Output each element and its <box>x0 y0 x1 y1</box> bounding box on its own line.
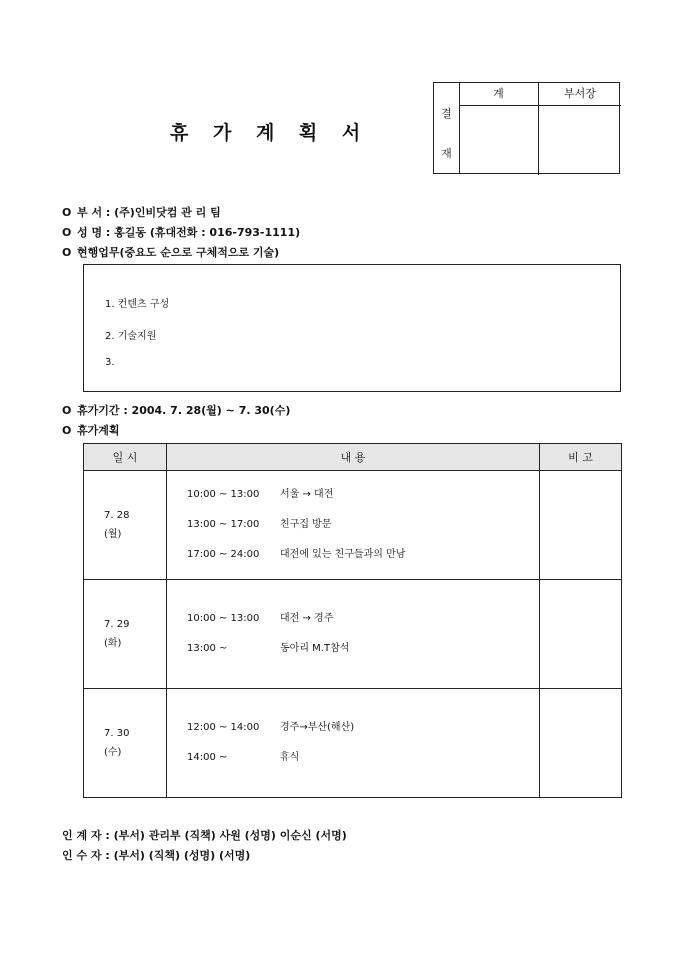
entry-activity: 서울 → 대전 <box>280 489 334 500</box>
entry-activity: 대전 → 경주 <box>280 613 334 624</box>
schedule-entry <box>167 634 539 664</box>
current-work-box <box>83 264 621 392</box>
content-cell <box>167 689 540 798</box>
bullet-mark: O <box>62 226 72 239</box>
header-date: 일 시 <box>84 444 167 471</box>
entry-activity: 경주→부산(해산) <box>280 722 355 733</box>
approval-label-bottom: 재 <box>441 147 452 160</box>
approval-label-column <box>434 83 460 173</box>
date-text: 7. 29 <box>104 619 130 630</box>
approval-col-staff: 계 <box>459 83 539 106</box>
entry-activity: 동아리 M.T참석 <box>280 643 350 654</box>
header-content: 내 용 <box>167 444 540 471</box>
entry-time: 10:00 ~ 13:00 <box>187 489 260 500</box>
weekday-text: (수) <box>104 747 122 758</box>
content-cell <box>167 580 540 689</box>
weekday-text: (화) <box>104 638 122 649</box>
bullet-mark: O <box>62 246 72 259</box>
vacation-period-line <box>62 402 290 418</box>
vacation-period-text: 휴가기간 : 2004. 7. 28(월) ~ 7. 30(수) <box>77 404 291 417</box>
name-line <box>62 224 300 240</box>
department-line <box>62 204 221 220</box>
bullet-mark: O <box>62 404 72 417</box>
department-text: 부 서 : (주)인비닷컴 관 리 팀 <box>77 206 221 219</box>
bullet-mark: O <box>62 206 72 219</box>
approval-col-manager: 부서장 <box>539 83 621 106</box>
schedule-entry <box>167 604 539 634</box>
entry-time: 17:00 ~ 24:00 <box>187 549 260 560</box>
table-row <box>84 471 622 580</box>
note-cell <box>540 689 622 798</box>
schedule-entry <box>167 510 539 540</box>
entry-activity: 휴식 <box>280 752 300 763</box>
work-item: 1. 컨텐츠 구성 <box>105 299 170 310</box>
bullet-mark: O <box>62 424 72 437</box>
date-cell <box>84 689 167 798</box>
handover-giver-line: 인 계 자 : (부서) 관리부 (직책) 사원 (성명) 이순신 (서명) <box>62 829 347 842</box>
entry-time: 13:00 ~ <box>187 643 228 654</box>
approval-divider <box>538 105 539 175</box>
handover-receiver-line: 인 수 자 : (부서) (직책) (성명) (서명) <box>62 849 251 862</box>
schedule-entry <box>167 713 539 743</box>
approval-label-top: 결 <box>441 107 452 120</box>
table-row <box>84 689 622 798</box>
date-cell <box>84 471 167 580</box>
approval-box <box>433 82 620 174</box>
schedule-entry <box>167 743 539 773</box>
note-cell <box>540 471 622 580</box>
date-text: 7. 30 <box>104 728 130 739</box>
schedule-entry <box>167 540 539 570</box>
header-note: 비 고 <box>540 444 622 471</box>
entry-activity: 친구집 방문 <box>280 519 332 530</box>
name-text: 성 명 : 홍길동 (휴대전화 : 016-793-1111) <box>77 226 301 239</box>
document-title: 휴 가 계 획 서 <box>170 122 370 144</box>
content-cell <box>167 471 540 580</box>
work-item: 3. <box>105 357 115 368</box>
entry-time: 10:00 ~ 13:00 <box>187 613 260 624</box>
vacation-plan-heading <box>62 422 120 438</box>
entry-activity: 대전에 있는 친구들과의 만남 <box>280 549 406 560</box>
table-header-row <box>84 444 622 471</box>
entry-time: 13:00 ~ 17:00 <box>187 519 260 530</box>
work-item: 2. 기술지원 <box>105 331 157 342</box>
entry-time: 14:00 ~ <box>187 752 228 763</box>
entry-time: 12:00 ~ 14:00 <box>187 722 260 733</box>
table-row <box>84 580 622 689</box>
current-work-title: 현행업무(중요도 순으로 구체적으로 기술) <box>77 246 280 259</box>
note-cell <box>540 580 622 689</box>
date-cell <box>84 580 167 689</box>
schedule-entry <box>167 480 539 510</box>
weekday-text: (월) <box>104 529 122 540</box>
current-work-heading <box>62 244 279 260</box>
vacation-plan-title: 휴가계획 <box>77 424 120 437</box>
vacation-plan-table <box>83 443 622 798</box>
date-text: 7. 28 <box>104 510 130 521</box>
